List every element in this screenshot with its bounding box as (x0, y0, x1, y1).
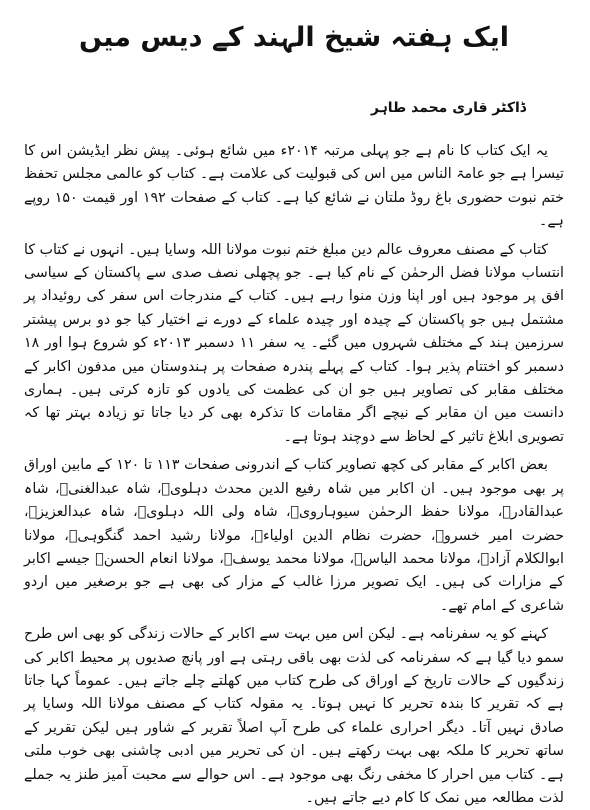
article-title: ایک ہفتہ شیخ الہند کے دیس میں (78, 22, 510, 53)
paragraph-text: کتاب کے مصنف معروف عالم دین مبلغ ختم نبوت مولانا اللہ وسایا ہیں۔ انہوں نے کتاب کا انتساب مولانا فضل الرحمٰن کے نام کیا ہے۔ جو پچھلی نصف صدی سے پاکستان کے سیاسی افق پر موجود ہیں اور اپنا وزن منوا رہے ہیں۔ کتاب کے مندرجات اس سفر کی روئیداد پر مشتمل ہیں جو پاکستان کے چیدہ اور چیدہ علماء کے دورے نے اختیار کیا جو دو برس پیشتر سرزمین ہند کے مختلف شہروں میں گئے۔ یہ سفر ۱۱ دسمبر ۲۰۱۳ء کو شروع ہوا اور ۱۸ دسمبر کو اختتام پذیر ہوا۔ کتاب کے پہلے پندرہ صفحات پر ہندوستان میں مدفون اکابر کے مختلف مقابر کی تصاویر ہیں جو ان کی عظمت کی یادوں کو تازہ کرتی ہیں۔ ہماری دانست میں ان مقابر کے نیچے اگر مقامات کا تذکرہ بھی کر دیا جاتا تو زیادہ بہتر تھا کہ تصویری ابلاغ تاثیر کے لحاظ سے دوچند ہوتا ہے۔ (24, 241, 564, 445)
paragraph-text: یہ ایک کتاب کا نام ہے جو پہلی مرتبہ ۲۰۱۴ء میں شائع ہوئی۔ پیش نظر ایڈیشن اس کا تیسرا ہے جو عامۃ الناس میں اس کی قبولیت کی علامت ہے۔ کتاب کو عالمی مجلس تحفظ ختم نبوت حضوری باغ روڈ ملتان نے شائع کیا ہے۔ کتاب کے صفحات ۱۹۲ اور قیمت ۱۵۰ روپے ہے۔ (24, 143, 564, 230)
paragraph (24, 239, 564, 450)
paragraph (24, 623, 564, 810)
paragraph (24, 140, 564, 234)
paragraph (24, 454, 564, 618)
paragraph-text: کہنے کو یہ سفرنامہ ہے۔ لیکن اس میں بہت سے اکابر کے حالات زندگی کو بھی اس طرح سمو دیا گیا ہے کہ سفرنامہ کی لذت بھی باقی رہتی ہے اور پانچ صدیوں پر محیط اکابر کی زندگیوں کے حالات تاریخ کے اوراق کی طرح کتاب میں کھلتے چلے جاتے ہیں۔ عموماً کہا جاتا ہے کہ تقریر کا بندہ تحریر کا نہیں ہوتا۔ یہ مقولہ کتاب کے مصنف مولانا اللہ وسایا پر صادق نہیں آتا۔ دیگر احراری علماء کی طرح آپ اصلاً تقریر کے شاور ہیں لیکن تقریر کے ساتھ تحریر کا ملکہ بھی بہت رکھتے ہیں۔ ان کی تحریر میں ادبی چاشنی بھی خوب ملتی ہے۔ کتاب میں احرار کا مخفی رنگ بھی موجود ہے۔ اس حوالے سے محبت آمیز طنز یہ جملے لذت مطالعہ میں نمک کا کام دیے جاتے ہیں۔ (24, 626, 564, 806)
article-author: ڈاکٹر قاری محمد طاہر (370, 100, 526, 116)
article-body (24, 140, 564, 810)
paragraph-text: بعض اکابر کے مقابر کی کچھ تصاویر کتاب کے اندرونی صفحات ۱۱۳ تا ۱۲۰ کے مابین اوراق پر بھی موجود ہیں۔ ان اکابر میں شاہ رفیع الدین محدث دہلویؒ، شاہ عبدالغنیؒ، شاہ عبدالقادرؒ، مولانا حفظ الرحمٰن سیوہارویؒ، شاہ ولی اللہ دہلویؒ، شاہ عبدالعزیزؒ، حضرت امیر خسروؒ، حضرت نظام الدین اولیاءؒ، مولانا رشید احمد گنگوہیؒ، مولانا ابوالکلام آزادؒ، مولانا محمد الیاسؒ، مولانا محمد یوسفؒ، مولانا انعام الحسنؒ جیسے اکابر کے مزارات کی ہیں۔ ایک تصویر مرزا غالب کے مزار کی بھی ہے جو برصغیر میں اردو شاعری کے امام تھے۔ (24, 457, 564, 614)
